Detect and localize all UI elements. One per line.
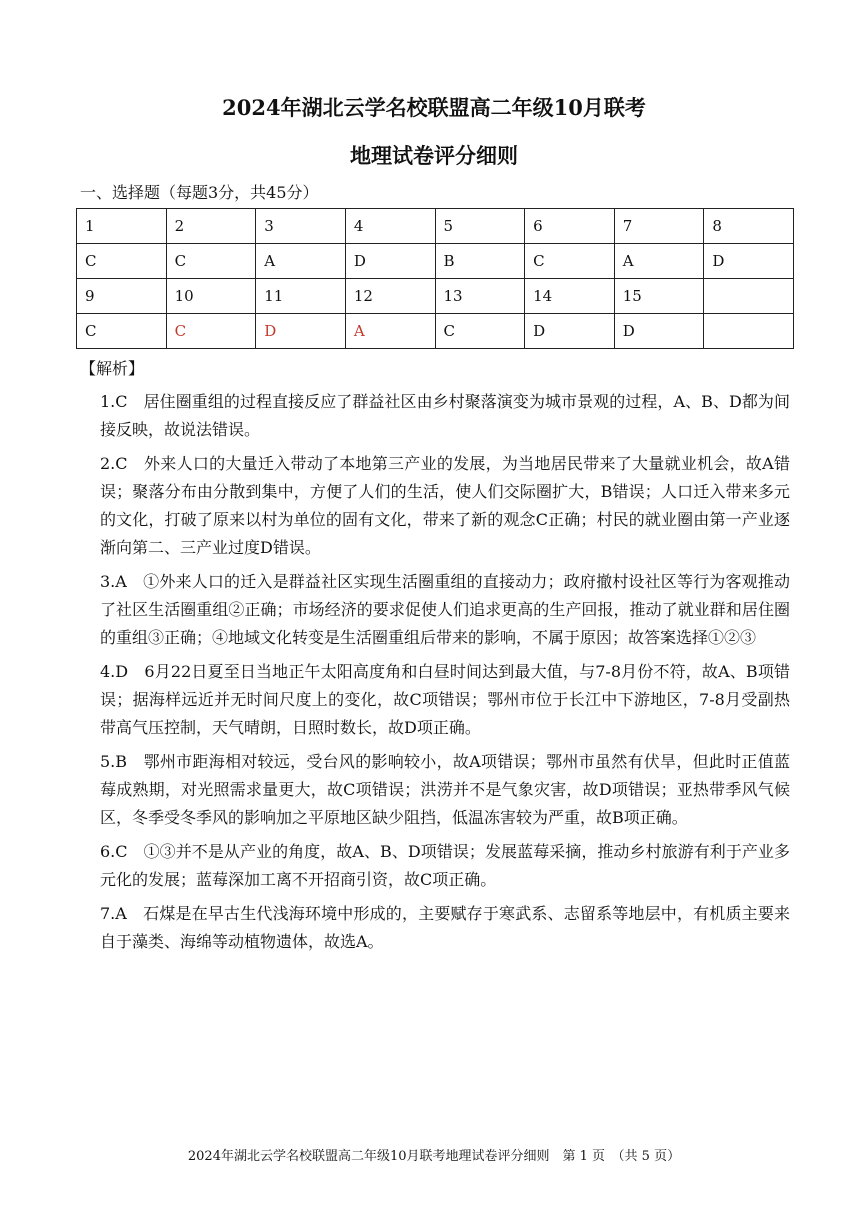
page-footer: 2024年湖北云学名校联盟高二年级10月联考地理试卷评分细则 第 1 页 （共 5 页） <box>187 1149 681 1164</box>
analysis-heading: 【解析】 <box>80 359 145 378</box>
analysis-item: 2.C 外来人口的大量迁入带动了本地第三产业的发展，为当地居民带来了大量就业机会，故A错误；聚落分布由分散到集中，方便了人们的生活，使人们交际圈扩大，B错误；人口迁入带来多元的文化，打破了原来以村为单位的固有文化，带来了新的观念C正确；村民的就业圈由第一产业逐渐向第二、三产业过度D错误。 <box>100 454 790 557</box>
table-cell: C <box>525 244 615 279</box>
table-cell: D <box>345 244 435 279</box>
table-cell: 6 <box>525 209 615 244</box>
table-cell: C <box>166 244 256 279</box>
table-cell: 9 <box>77 279 167 314</box>
table-cell: 13 <box>435 279 525 314</box>
analysis-item: 5.B 鄂州市距海相对较远，受台风的影响较小，故A项错误；鄂州市虽然有伏旱，但此时正值蓝莓成熟期，对光照需求量更大，故C项错误；洪涝并不是气象灾害，故D项错误；亚热带季风气候区，冬季受冬季风的影响加之平原地区缺少阻挡，低温冻害较为严重，故B项正确。 <box>100 752 790 827</box>
analysis-item: 6.C ①③并不是从产业的角度，故A、B、D项错误；发展蓝莓采摘，推动乡村旅游有利于产业多元化的发展；蓝莓深加工离不开招商引资，故C项正确。 <box>100 842 790 889</box>
table-row <box>77 314 794 349</box>
table-cell: A <box>256 244 346 279</box>
analysis-list <box>100 388 790 962</box>
table-row <box>77 279 794 314</box>
table-cell <box>704 314 794 349</box>
answer-table <box>76 208 794 349</box>
table-cell: 15 <box>614 279 704 314</box>
table-row <box>77 209 794 244</box>
table-cell: D <box>525 314 615 349</box>
table-cell: C <box>77 314 167 349</box>
table-row <box>77 244 794 279</box>
table-cell: 12 <box>345 279 435 314</box>
table-cell <box>704 279 794 314</box>
analysis-item: 1.C 居住圈重组的过程直接反应了群益社区由乡村聚落演变为城市景观的过程，A、B、D都为间接反映，故说法错误。 <box>100 392 790 439</box>
table-cell: 3 <box>256 209 346 244</box>
table-cell: D <box>704 244 794 279</box>
table-cell: 14 <box>525 279 615 314</box>
table-cell: A <box>345 314 435 349</box>
table-cell: 7 <box>614 209 704 244</box>
table-cell: C <box>435 314 525 349</box>
analysis-item: 4.D 6月22日夏至日当地正午太阳高度角和白昼时间达到最大值，与7-8月份不符，故A、B项错误；据海样远近并无时间尺度上的变化，故C项错误；鄂州市位于长江中下游地区，7-8月受副热带高气压控制，天气晴朗，日照时数长，故D项正确。 <box>100 662 790 737</box>
page-title: 2024年湖北云学名校联盟高二年级10月联考 <box>222 95 646 120</box>
table-cell: 5 <box>435 209 525 244</box>
analysis-item: 7.A 石煤是在早古生代浅海环境中形成的，主要赋存于寒武系、志留系等地层中，有机质主要来自于藻类、海绵等动植物遗体，故选A。 <box>100 904 790 951</box>
page-subtitle: 地理试卷评分细则 <box>350 143 518 168</box>
table-cell: A <box>614 244 704 279</box>
table-cell: 10 <box>166 279 256 314</box>
table-cell: D <box>256 314 346 349</box>
table-cell: 11 <box>256 279 346 314</box>
table-cell: C <box>166 314 256 349</box>
table-cell: 1 <box>77 209 167 244</box>
table-cell: 8 <box>704 209 794 244</box>
table-cell: D <box>614 314 704 349</box>
section-heading: 一、选择题（每题3分，共45分） <box>80 183 319 202</box>
table-cell: 4 <box>345 209 435 244</box>
table-cell: C <box>77 244 167 279</box>
analysis-item: 3.A ①外来人口的迁入是群益社区实现生活圈重组的直接动力；政府撤村设社区等行为客观推动了社区生活圈重组②正确；市场经济的要求促使人们追求更高的生产回报，推动了就业群和居住圈的重组③正确；④地域文化转变是生活圈重组后带来的影响，不属于原因；故答案选择①②③ <box>100 572 790 647</box>
table-cell: 2 <box>166 209 256 244</box>
table-cell: B <box>435 244 525 279</box>
